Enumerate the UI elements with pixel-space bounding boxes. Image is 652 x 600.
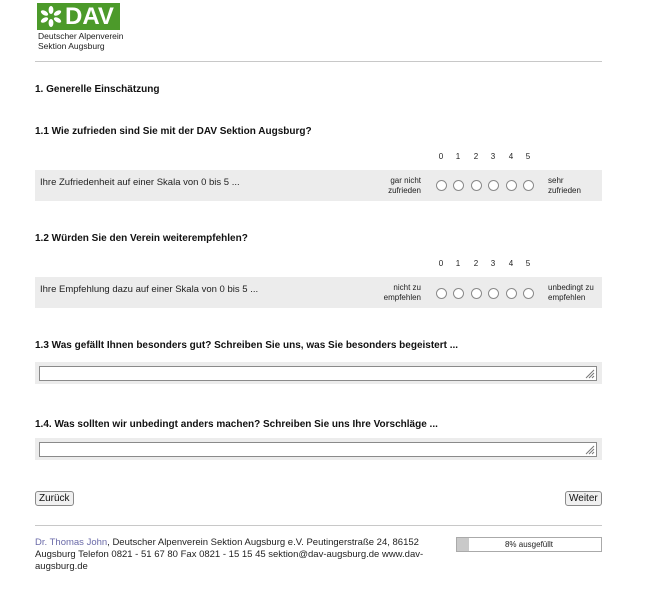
logo-wordmark: DAV [65,3,114,30]
q1-scale-2: 2 [473,152,479,161]
q2-right-anchor-line-2: empfehlen [548,293,586,302]
q1-right-anchor [548,176,608,196]
q2-left-anchor [361,283,421,303]
next-button[interactable]: Weiter [565,491,602,506]
q2-right-anchor-line-1: unbedingt zu [548,283,594,292]
footer-contact-name[interactable]: Dr. Thomas John [35,537,108,548]
q1-scale-0: 0 [438,152,444,161]
question-1-4-title: 1.4. Was sollten wir unbedingt anders machen? Schreiben Sie uns Ihre Vorschläge ... [35,419,438,430]
logo-subtitle-line-1: Deutscher Alpenverein [38,31,124,41]
q1-radio-2[interactable] [471,180,482,191]
question-1-2-title: 1.2 Würden Sie den Verein weiterempfehlen? [35,233,248,244]
progress-label: 8% ausgefüllt [504,540,554,549]
q1-scale-4: 4 [508,152,514,161]
q3-resize-grip-icon[interactable] [585,369,595,379]
q2-scale-0: 0 [438,259,444,268]
q2-left-anchor-line-2: empfehlen [383,293,421,302]
section-title: 1. Generelle Einschätzung [35,84,160,95]
q2-right-anchor [548,283,608,303]
q2-radio-5[interactable] [523,288,534,299]
q2-scale-4: 4 [508,259,514,268]
q1-left-anchor-line-2: zufrieden [388,186,421,195]
logo-subtitle-line-2: Sektion Augsburg [38,41,105,51]
logo-subtitle [38,31,124,51]
progress-bar [456,537,602,552]
q1-left-anchor-line-1: gar nicht [390,176,421,185]
q1-scale-1: 1 [455,152,461,161]
q1-right-anchor-line-2: zufrieden [548,186,581,195]
question-1-3-title: 1.3 Was gefällt Ihnen besonders gut? Schreiben Sie uns, was Sie besonders begeistert ... [35,340,459,351]
question-1-1-title: 1.1 Wie zufrieden sind Sie mit der DAV Sektion Augsburg? [35,126,312,137]
q1-radio-5[interactable] [523,180,534,191]
q2-radio-3[interactable] [488,288,499,299]
q2-left-anchor-line-1: nicht zu [393,283,421,292]
footer-contact [35,537,430,573]
footer-divider [35,525,602,526]
q2-rating-label: Ihre Empfehlung dazu auf einer Skala von 0 bis 5 ... [40,284,259,295]
header-divider [35,61,602,62]
q4-textarea[interactable] [39,442,597,457]
dav-logo [37,3,120,30]
q2-radio-1[interactable] [453,288,464,299]
q1-radio-0[interactable] [436,180,447,191]
q2-radio-0[interactable] [436,288,447,299]
q4-resize-grip-icon[interactable] [585,445,595,455]
edelweiss-icon [40,6,62,27]
q1-scale-3: 3 [490,152,496,161]
q3-textarea[interactable] [39,366,597,381]
q1-radio-1[interactable] [453,180,464,191]
q2-scale-3: 3 [490,259,496,268]
q2-scale-1: 1 [455,259,461,268]
q1-rating-label: Ihre Zufriedenheit auf einer Skala von 0 bis 5 ... [40,177,240,188]
q2-radio-2[interactable] [471,288,482,299]
q1-radio-3[interactable] [488,180,499,191]
q2-radio-4[interactable] [506,288,517,299]
q1-radio-4[interactable] [506,180,517,191]
q2-scale-5: 5 [525,259,531,268]
q1-right-anchor-line-1: sehr [548,176,564,185]
q1-scale-5: 5 [525,152,531,161]
q1-left-anchor [361,176,421,196]
footer-contact-details: , Deutscher Alpenverein Sektion Augsburg e.V. Peutingerstraße 24, 86152 Augsburg Telefon 0821 - 51 67 80 Fax 0821 - 15 15 45 sektion@dav-augsburg.de www.dav-augsburg.de [35,537,424,572]
back-button[interactable]: Zurück [35,491,74,506]
q2-scale-2: 2 [473,259,479,268]
